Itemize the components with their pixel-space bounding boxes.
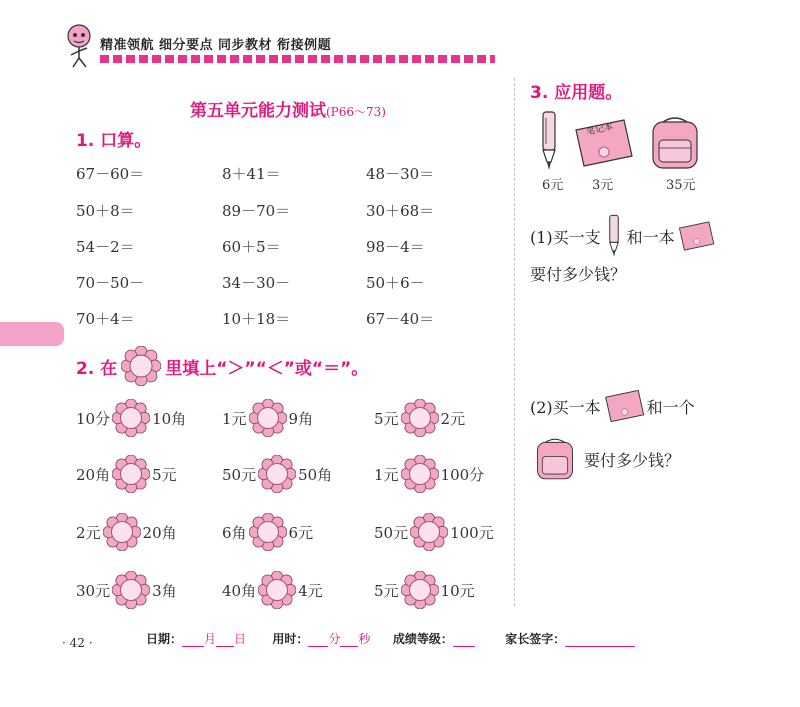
header-dash-line <box>100 55 495 63</box>
flower-blank[interactable] <box>401 571 439 609</box>
column-divider <box>514 78 515 606</box>
compare-item <box>374 399 465 437</box>
day-label: 日 <box>234 632 247 646</box>
second-blank[interactable] <box>340 634 358 647</box>
compare-right: 50角 <box>298 465 333 484</box>
question-1-part-a: (1)买一支 <box>530 227 601 247</box>
flower-blank[interactable] <box>258 571 296 609</box>
compare-left: 1元 <box>222 409 247 428</box>
pen-icon <box>534 110 564 172</box>
question-2 <box>530 386 695 426</box>
compare-left: 20角 <box>76 465 111 484</box>
flower-blank[interactable] <box>401 399 439 437</box>
notebook-icon <box>603 386 645 426</box>
side-tab <box>0 322 64 346</box>
backpack-icon <box>530 436 580 482</box>
sign-blank[interactable] <box>565 634 635 647</box>
month-label: 月 <box>204 632 217 646</box>
flower-blank[interactable] <box>249 399 287 437</box>
compare-left: 30元 <box>76 581 111 600</box>
flower-blank[interactable] <box>103 513 141 551</box>
flower-blank[interactable] <box>249 513 287 551</box>
compare-item <box>76 513 177 551</box>
flower-blank-icon <box>121 346 161 386</box>
compare-left: 1元 <box>374 465 399 484</box>
question-2-end-row <box>530 436 680 482</box>
math-problem: 67－60＝ <box>76 165 145 183</box>
minute-label: 分 <box>328 632 341 646</box>
compare-left: 6角 <box>222 523 247 542</box>
compare-item <box>374 571 475 609</box>
compare-right: 10角 <box>152 409 187 428</box>
question-1 <box>530 214 715 258</box>
compare-left: 50元 <box>222 465 257 484</box>
compare-right: 6元 <box>288 523 314 542</box>
math-problem: 70－50－ <box>76 274 145 292</box>
math-problem: 98－4＝ <box>366 238 425 256</box>
question-2-part-a: (2)买一本 <box>530 397 601 417</box>
day-blank[interactable] <box>216 634 234 647</box>
compare-item <box>222 513 313 551</box>
flower-blank[interactable] <box>401 455 439 493</box>
math-problem: 10＋18＝ <box>222 310 291 328</box>
compare-item <box>76 399 186 437</box>
flower-blank[interactable] <box>112 455 150 493</box>
month-blank[interactable] <box>182 634 204 647</box>
notebook-icon <box>677 215 715 257</box>
compare-item <box>222 455 332 493</box>
price-backpack: 35元 <box>666 178 696 193</box>
math-problem: 70＋4＝ <box>76 310 135 328</box>
compare-left: 5元 <box>374 581 399 600</box>
math-problem: 54－2＝ <box>76 238 135 256</box>
date-label: 日期： <box>146 632 183 646</box>
compare-right: 9角 <box>288 409 314 428</box>
compare-item <box>76 571 177 609</box>
math-problem: 67－40＝ <box>366 310 435 328</box>
compare-left: 2元 <box>76 523 101 542</box>
compare-item <box>222 571 323 609</box>
compare-right: 3角 <box>152 581 177 600</box>
compare-item <box>76 455 177 493</box>
section1-title: 1. 口算。 <box>76 131 152 151</box>
flower-blank[interactable] <box>258 455 296 493</box>
compare-item <box>374 513 494 551</box>
math-problem: 34－30－ <box>222 274 291 292</box>
compare-left: 10分 <box>76 409 111 428</box>
pen-icon <box>603 214 625 258</box>
section2-title-after: 里填上“＞”“＜”或“＝”。 <box>165 358 369 379</box>
grade-blank[interactable] <box>453 634 475 647</box>
section2-title-before: 2. 在 <box>76 358 118 379</box>
compare-right: 10元 <box>440 581 475 600</box>
question-1-part-b: 和一本 <box>626 227 675 247</box>
math-problem: 50＋8＝ <box>76 202 135 220</box>
backpack-icon <box>645 114 705 172</box>
compare-right: 100分 <box>440 465 485 484</box>
compare-right: 5元 <box>152 465 177 484</box>
math-problem: 60＋5＝ <box>222 238 281 256</box>
compare-left: 50元 <box>374 523 409 542</box>
price-notebook: 3元 <box>592 178 614 193</box>
flower-blank[interactable] <box>410 513 448 551</box>
header-tagline: 精准领航 细分要点 同步教材 衔接例题 <box>100 38 332 53</box>
unit-pages: (P66～73) <box>326 105 386 119</box>
flower-blank[interactable] <box>112 399 150 437</box>
compare-item <box>374 455 484 493</box>
section2-title <box>76 346 368 386</box>
footer-fields <box>146 630 635 647</box>
compare-left: 40角 <box>222 581 257 600</box>
grade-label: 成绩等级： <box>392 632 453 646</box>
question-2-part-b: 和一个 <box>646 397 695 417</box>
question-2-end: 要付多少钱？ <box>584 450 681 470</box>
compare-item <box>222 399 313 437</box>
compare-right: 20角 <box>142 523 177 542</box>
question-1-end: 要付多少钱？ <box>530 265 627 284</box>
mascot-icon <box>62 22 96 70</box>
compare-left: 5元 <box>374 409 399 428</box>
math-problem: 50＋6－ <box>366 274 425 292</box>
sign-label: 家长签字： <box>505 632 566 646</box>
compare-right: 4元 <box>298 581 323 600</box>
compare-right: 100元 <box>450 523 494 542</box>
flower-blank[interactable] <box>112 571 150 609</box>
minute-blank[interactable] <box>308 634 328 647</box>
unit-title-text: 第五单元能力测试 <box>190 101 326 121</box>
math-problem: 48－30＝ <box>366 165 435 183</box>
price-pen: 6元 <box>542 178 564 193</box>
math-problem: 30＋68＝ <box>366 202 435 220</box>
section3-title: 3. 应用题。 <box>530 83 623 103</box>
math-problem: 8＋41＝ <box>222 165 281 183</box>
notebook-label: 笔记本 <box>585 122 615 138</box>
compare-right: 2元 <box>440 409 466 428</box>
math-problem: 89－70＝ <box>222 202 291 220</box>
time-label: 用时： <box>272 632 309 646</box>
unit-title <box>190 96 386 121</box>
page-number: · 42 · <box>62 636 93 650</box>
second-label: 秒 <box>358 632 371 646</box>
